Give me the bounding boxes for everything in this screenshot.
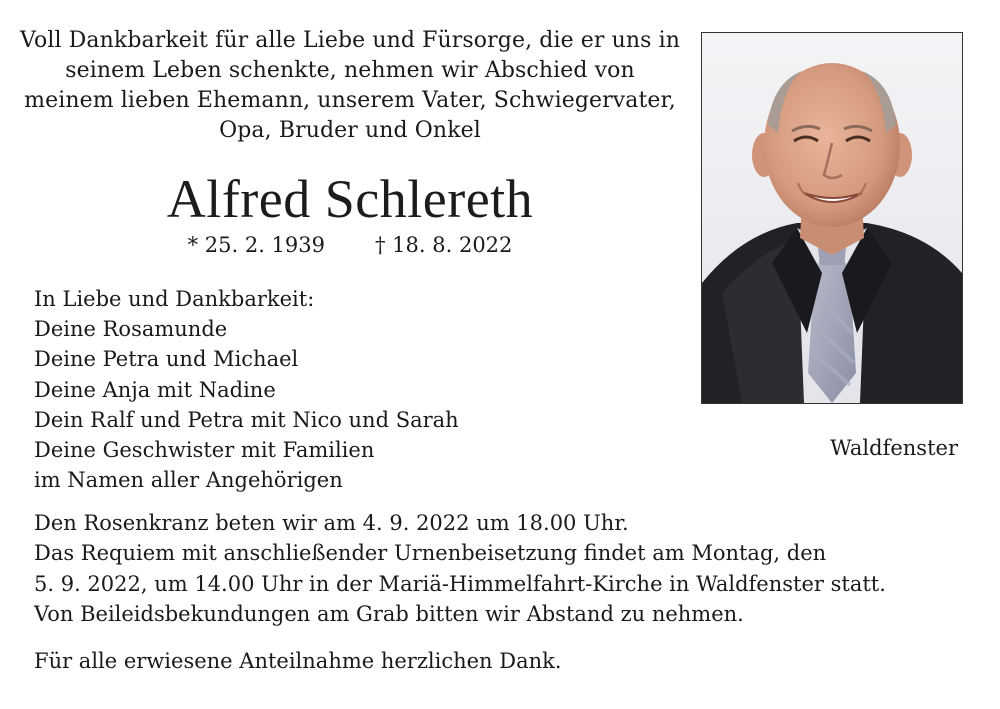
thanks-line: Für alle erwiesene Anteilnahme herzlichen Dank. — [34, 649, 562, 673]
portrait-illustration — [702, 33, 962, 403]
notice-line: Das Requiem mit anschließender Urnenbeisetzung findet am Montag, den — [34, 541, 827, 566]
intro-line: seinem Leben schenkte, nehmen wir Abschied von — [65, 58, 635, 83]
intro-line: meinem lieben Ehemann, unserem Vater, Schwiegervater, — [24, 88, 676, 113]
portrait-photo — [701, 32, 963, 404]
family-line: Deine Anja mit Nadine — [34, 377, 276, 402]
birth-date: * 25. 2. 1939 — [187, 233, 325, 257]
life-dates — [20, 230, 680, 260]
notice-line: 5. 9. 2022, um 14.00 Uhr in der Mariä-Himmelfahrt-Kirche in Waldfenster statt. — [34, 571, 886, 596]
service-notice — [34, 508, 886, 629]
intro-line: Voll Dankbarkeit für alle Liebe und Fürsorge, die er uns in — [20, 28, 681, 53]
family-line: im Namen aller Angehörigen — [34, 468, 343, 493]
death-date: † 18. 8. 2022 — [375, 233, 513, 257]
family-line: Deine Petra und Michael — [34, 347, 299, 372]
place-name: Waldfenster — [830, 436, 958, 460]
family-list — [34, 284, 459, 495]
family-line: Deine Geschwister mit Familien — [34, 438, 375, 463]
intro-text — [20, 26, 680, 146]
intro-line: Opa, Bruder und Onkel — [219, 118, 481, 143]
notice-line: Von Beileidsbekundungen am Grab bitten wir Abstand zu nehmen. — [34, 601, 744, 626]
family-line: In Liebe und Dankbarkeit: — [34, 287, 315, 311]
family-line: Dein Ralf und Petra mit Nico und Sarah — [34, 407, 459, 432]
deceased-name: Alfred Schlereth — [166, 169, 534, 229]
family-line: Deine Rosamunde — [34, 317, 228, 342]
notice-line: Den Rosenkranz beten wir am 4. 9. 2022 um 18.00 Uhr. — [34, 511, 629, 535]
